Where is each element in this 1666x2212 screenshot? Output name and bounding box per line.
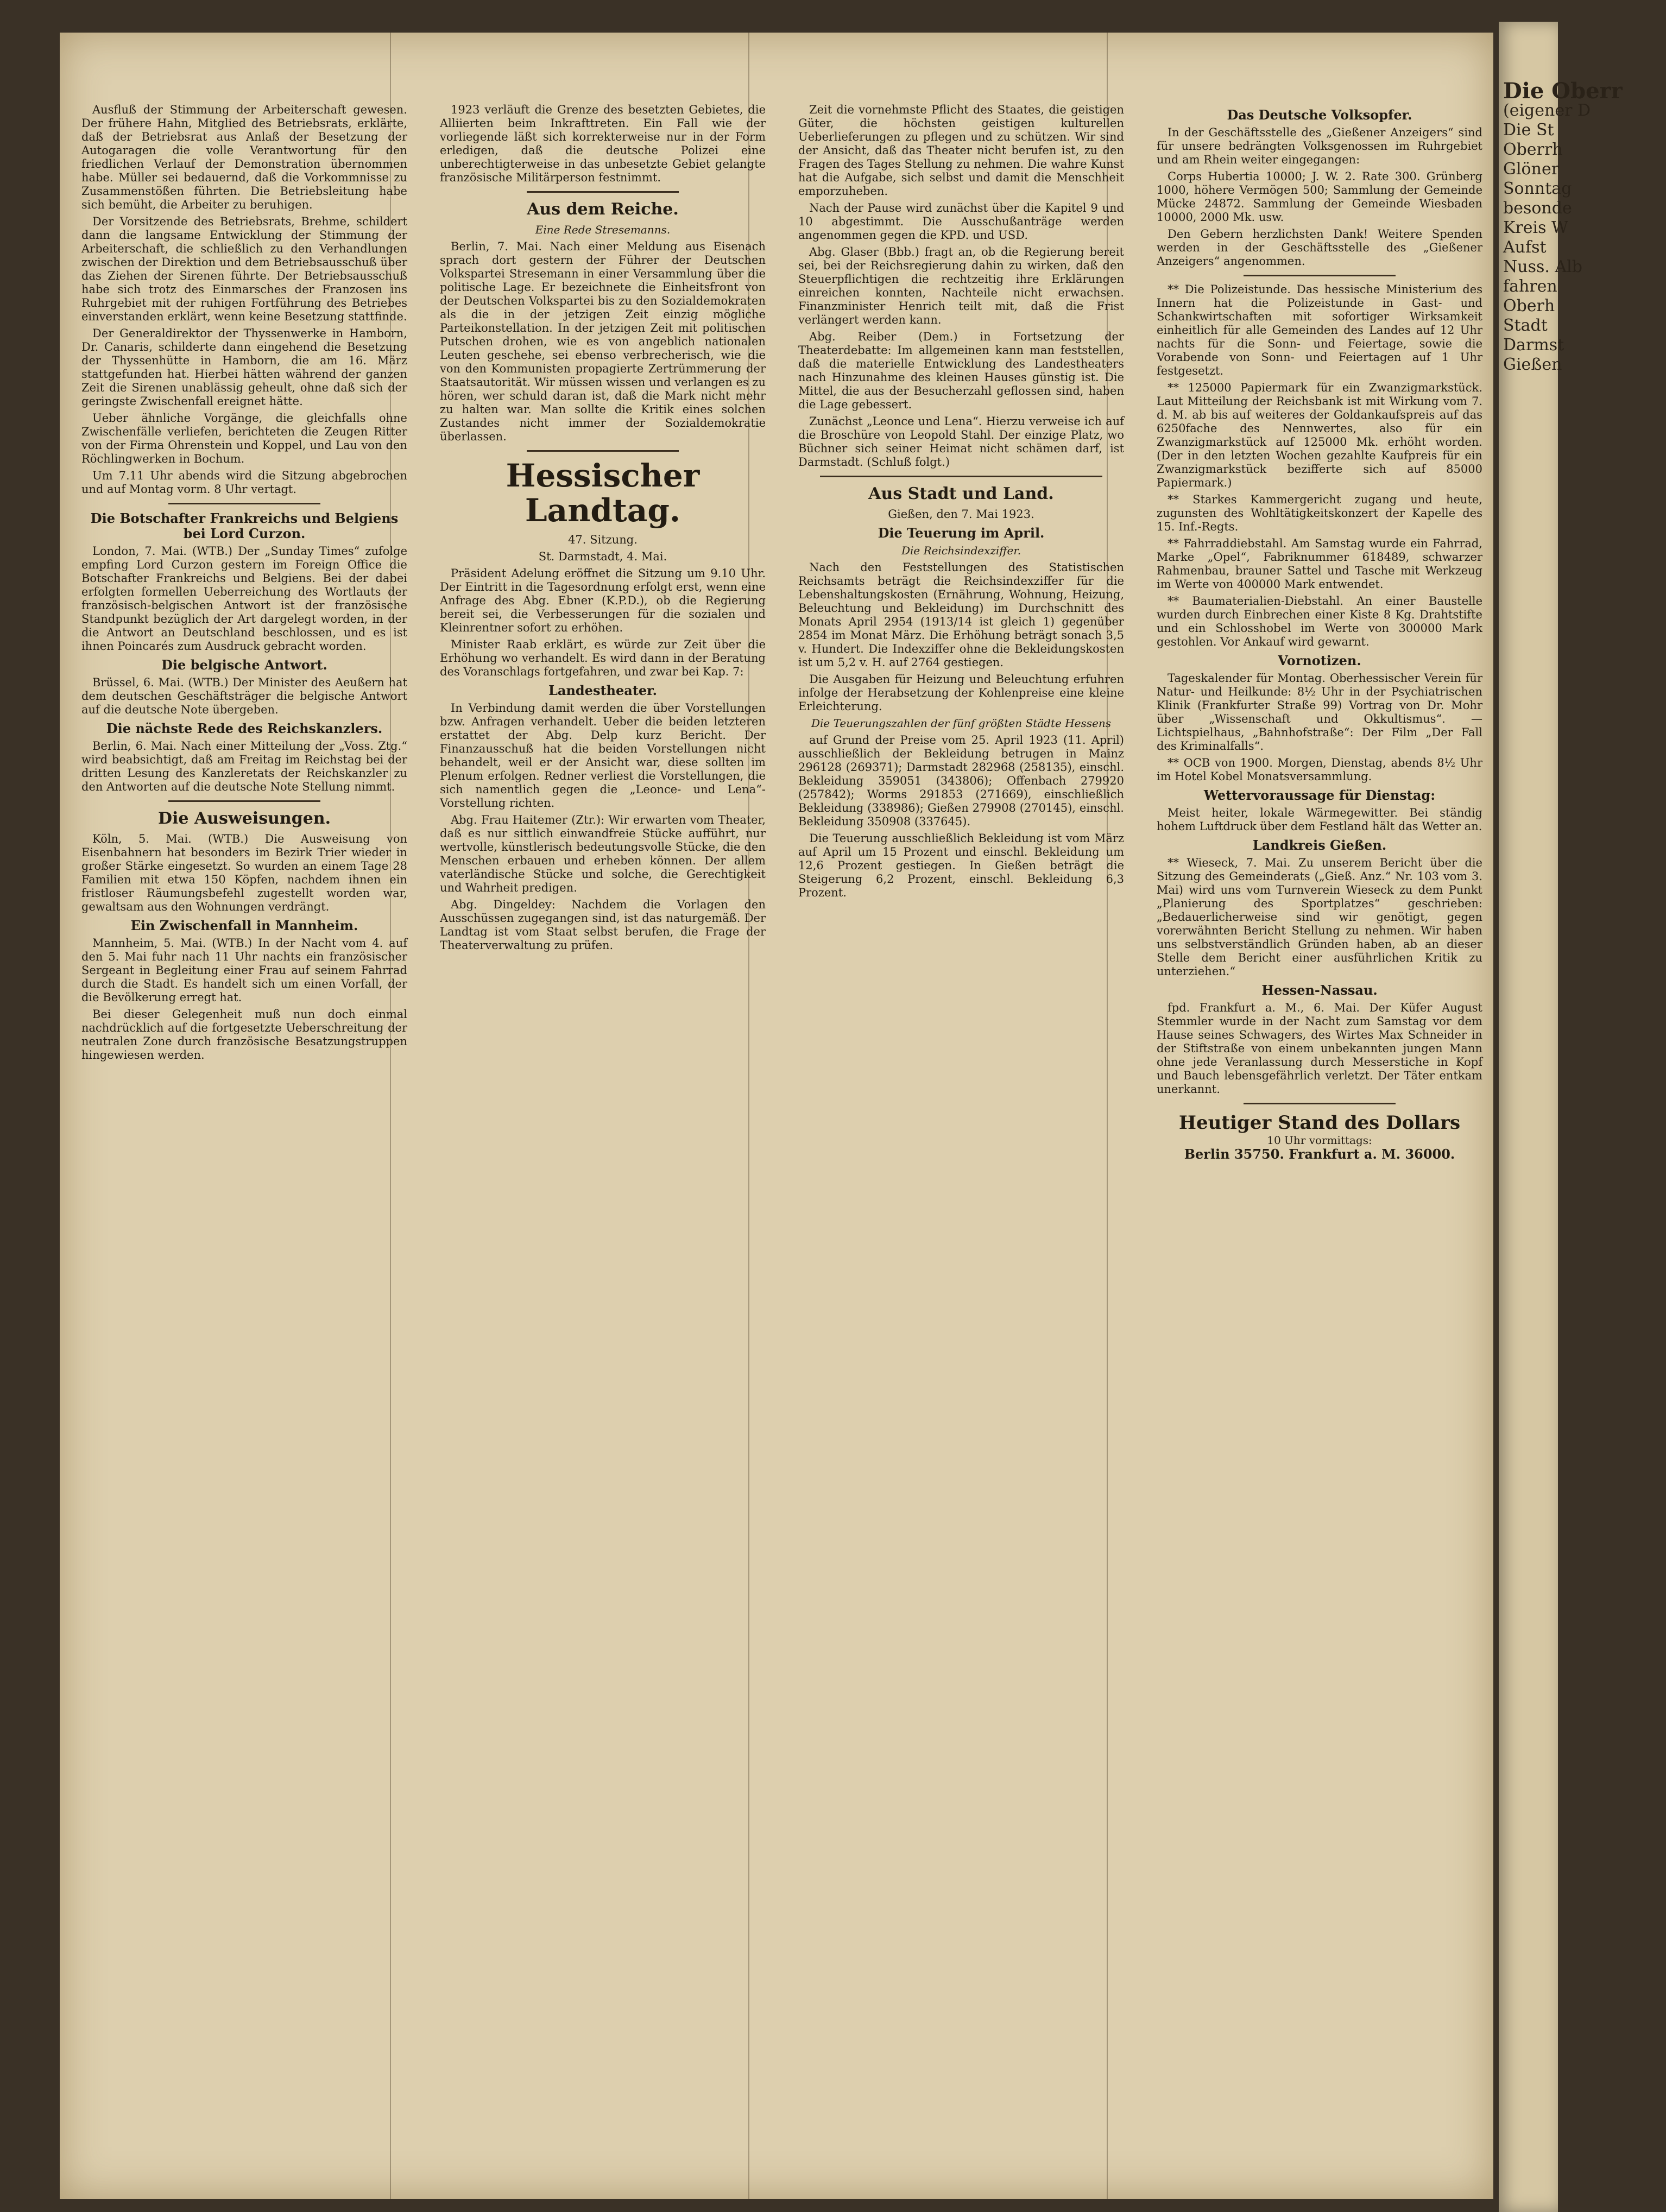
paragraph: Zeit die vornehmste Pflicht des Staates, die geistigen Güter, die höchsten geistigen kulturellen Ueberlieferungen zu pflegen und zu schützen. Wir sind der Ansicht, daß das Theater nicht berufen ist, zu den Fragen des Tages Stellung zu nehmen. Die wahre Kunst hat die Aufgabe, sich selbst und damit die Menschheit emporzuheben. [798,103,1124,198]
adjacent-page-title: Die Oberr [1503,78,1623,104]
paragraph: Mannheim, 5. Mai. (WTB.) In der Nacht vom 4. auf den 5. Mai fuhr nach 11 Uhr nachts ein französischer Sergeant in Begleitung einer Frau auf seinem Fahrrad durch die Stadt. Es handelt sich um einen Vorfall, der die Bevölkerung erregt hat. [81,937,407,1004]
paragraph: ** Baumaterialien-Diebstahl. An einer Baustelle wurden durch Einbrechen einer Kiste 8 Kg. Drahtstifte und ein Schlosshobel im Werte von 300000 Mark gestohlen. Vor Ankauf wird gewarnt. [1157,595,1482,648]
divider [1244,1103,1396,1104]
divider [168,800,320,802]
paragraph: Ausfluß der Stimmung der Arbeiterschaft gewesen. Der frühere Hahn, Mitglied des Betriebsrats, erklärte, daß der Betriebsrat aus Anlaß der Besetzung der Autogaragen die volle Verantwortung für den friedlichen Verlauf der Demonstration übernommen habe. Müller sei bedauernd, daß die Vorkommnisse zu Zusammenstößen führten. Die Betriebsleitung habe sich bemüht, die Arbeiter zu beruhigen. [81,103,407,211]
paragraph: Tageskalender für Montag. Oberhessischer Verein für Natur- und Heilkunde: 8½ Uhr in der Psychiatrischen Klinik (Frankfurter Straße 99) Vortrag von Dr. Mohr über „Wissenschaft und Okkultismus“. — Lichtspielhaus, „Bahnhofstraße“: Der Film „Der Fall des Kriminalfalls“. [1157,672,1482,753]
paragraph: Corps Hubertia 10000; J. W. 2. Rate 300. Grünberg 1000, höhere Vermögen 500; Sammlung der Gemeinde Mücke 24872. Sammlung der Gemeinde Wiesbaden 10000, 2000 Mk. usw. [1157,170,1482,224]
paragraph: Der Generaldirektor der Thyssenwerke in Hamborn, Dr. Canaris, schilderte dann eingehend die Besetzung der Thyssenhütte in Hamborn, die am 16. März stattgefunden hat. Hierbei hätten während der ganzen Zeit die Sirenen unablässig geheult, ohne daß sich der geringste Zwischenfall ereignet hätte. [81,327,407,408]
strip-line: Gießen [1503,355,1562,374]
article-subheading: Eine Rede Stresemanns. [535,223,671,236]
adjacent-page-text [1503,78,1666,375]
column-4 [1157,103,1482,1161]
section-heading: Hessischer Landtag. [506,457,700,529]
paragraph: Berlin, 7. Mai. Nach einer Meldung aus Eisenach sprach dort gestern der Führer der Deutschen Volkspartei Stresemann in einer Versammlung über die politische Lage. Er bezeichnete die Einheitsfront von der Deutschen Volkspartei bis zu den Sozialdemokraten als die in der jetzigen Zeit einzig mögliche Parteikonstellation. In der jetzigen Zeit mit politischen Putschen drohen, wie es von angeblich nationalen Leuten geschehe, sei ebenso verbrecherisch, wie die von den Kommunisten propagierte Zertrümmerung der Staatsautorität. Wir müssen wissen und verlangen es zu hören, wer schuld daran ist, daß die Mark nicht mehr zu halten war. Man sollte die Kritik eines solchen Zustandes nicht immer der Sozialdemokratie überlassen. [440,240,766,443]
dollar-rates: Berlin 35750. Frankfurt a. M. 36000. [1184,1146,1455,1162]
paragraph: Nach der Pause wird zunächst über die Kapitel 9 und 10 abgestimmt. Die Ausschußanträge werden angenommen gegen die KPD. und USD. [798,201,1124,242]
paragraph: ** OCB von 1900. Morgen, Dienstag, abends 8½ Uhr im Hotel Kobel Monatsversammlung. [1157,756,1482,783]
paragraph: auf Grund der Preise vom 25. April 1923 (11. April) ausschließlich der Bekleidung betrugen in Mainz 296128 (269371); Darmstadt 282968 (258135), einschl. Bekleidung 359051 (343806); Offenbach 279920 (257842); Worms 291853 (271669), einschließlich Bekleidung (338986); Gießen 279908 (270145), einschl. Bekleidung 350908 (337645). [798,734,1124,828]
article-heading: Die Ausweisungen. [157,809,331,828]
article-heading: Landkreis Gießen. [1252,837,1387,853]
paragraph: Die Teuerung ausschließlich Bekleidung ist vom März auf April um 15 Prozent und einschl. Bekleidung um 12,6 Prozent gestiegen. In Gießen beträgt die Steigerung 6,2 Prozent, einschl. Bekleidung 6,3 Prozent. [798,832,1124,899]
paragraph: Um 7.11 Uhr abends wird die Sitzung abgebrochen und auf Montag vorm. 8 Uhr vertagt. [81,469,407,496]
strip-line: Nuss. Alb [1503,257,1582,276]
divider [820,476,1102,477]
paragraph: ** Fahrraddiebstahl. Am Samstag wurde ein Fahrrad, Marke „Opel“, Fabriknummer 618489, schwarzer Rahmenbau, brauner Sattel und Tasche mit Werkzeug im Werte von 400000 Mark entwendet. [1157,537,1482,591]
article-heading: Die Botschafter Frankreichs und Belgiens bei Lord Curzon. [90,510,399,541]
article-heading: Landestheater. [548,682,657,698]
paragraph: Abg. Reiber (Dem.) in Fortsetzung der Theaterdebatte: Im allgemeinen kann man feststellen, daß die materielle Entwicklung des Landestheaters nach Hinzunahme des kleinen Hauses günstig ist. Die Mittel, die aus der Besucherzahl geflossen sind, haben die Lage gebessert. [798,330,1124,411]
paragraph: Bei dieser Gelegenheit muß nun doch einmal nachdrücklich auf die fortgesetzte Ueberschreitung der neutralen Zone durch französische Besatzungstruppen hingewiesen werden. [81,1008,407,1061]
paragraph: ** 125000 Papiermark für ein Zwanzigmarkstück. Laut Mitteilung der Reichsbank ist mit Wirkung vom 7. d. M. ab bis auf weiteres der Goldankaufspreis auf das 6250fache des Nennwertes, also für ein Zwanzigmarkstück auf 125000 Mk. erhöht worden. (Der in den letzten Wochen gezahlte Kaufpreis für ein Zwanzigmarkstück bezifferte sich auf 85000 Papiermark.) [1157,381,1482,489]
paragraph: Zunächst „Leonce und Lena“. Hierzu verweise ich auf die Broschüre von Leopold Stahl. Der einzige Platz, wo Büchner sich seiner Heimat nicht schämen darf, ist Darmstadt. (Schluß folgt.) [798,415,1124,469]
divider [527,450,679,452]
paragraph: Die Ausgaben für Heizung und Beleuchtung erfuhren infolge der Herabsetzung der Kohlenpreise eine kleine Erleichterung. [798,673,1124,713]
article-heading: Ein Zwischenfall in Mannheim. [130,918,358,933]
divider [1244,275,1396,276]
paragraph: ** Die Polizeistunde. Das hessische Ministerium des Innern hat die Polizeistunde in Gast- und Schankwirtschaften mit sofortiger Wirksamkeit einheitlich für alle Gemeinden des Landes auf 12 Uhr nachts für die Sonn- und Feiertage, sowie die Vorabende von Sonn- und Feiertagen auf 1 Uhr festgesetzt. [1157,283,1482,377]
paragraph: In der Geschäftsstelle des „Gießener Anzeigers“ sind für unsere bedrängten Volksgenossen im Ruhrgebiet und am Rhein weiter eingegangen: [1157,126,1482,166]
paragraph: Minister Raab erklärt, es würde zur Zeit über die Erhöhung wo verhandelt. Es wird dann in der Beratung des Voranschlags fortgefahren, und zwar bei Kap. 7: [440,638,766,678]
paragraph: Präsident Adelung eröffnet die Sitzung um 9.10 Uhr. Der Eintritt in die Tagesordnung erfolgt erst, wenn eine Anfrage des Abg. Ebner (K.P.D.), ob die Regierung bereit sei, die Verbesserungen für die sozialen und Kleinrentner sofort zu erhöhen. [440,567,766,634]
paragraph: Den Gebern herzlichsten Dank! Weitere Spenden werden in der Geschäftsstelle des „Gießener Anzeigers“ angenommen. [1157,227,1482,268]
strip-line: Aufst [1503,238,1547,257]
paragraph: Berlin, 6. Mai. Nach einer Mitteilung der „Voss. Ztg.“ wird beabsichtigt, daß am Freitag im Reichstag bei der dritten Lesung des Kanzleretats der Reichskanzler zu den Antworten auf die deutsche Note Stellung nimmt. [81,740,407,793]
newspaper-page [60,33,1493,2199]
article-heading: Die belgische Antwort. [161,657,327,673]
article-heading: Wettervoraussage für Dienstag: [1203,787,1436,803]
paragraph: In Verbindung damit werden die über Vorstellungen bzw. Anfragen verhandelt. Ueber die beiden letzteren erstattet der Abg. Delp kurz Bericht. Der Finanzausschuß hat die beiden Vorstellungen nicht behandelt, weil er der Ansicht war, diese sollten im Plenum erfolgen. Redner verliest die Vorstellungen, die sich namentlich gegen die „Leonce- und Lena“-Vorstellung richten. [440,701,766,810]
strip-line: Darmst [1503,336,1564,355]
column-2 [440,103,766,956]
article-heading: Das Deutsche Volksopfer. [1227,107,1412,123]
strip-line: Die St [1503,121,1554,140]
article-heading: Die nächste Rede des Reichskanzlers. [106,721,383,736]
column-1 [81,103,407,1065]
paragraph: ** Wieseck, 7. Mai. Zu unserem Bericht über die Sitzung des Gemeinderats („Gieß. Anz.“ Nr. 103 vom 3. Mai) wird uns vom Turnverein Wieseck zu dem Punkt „Planierung des Sportplatzes“ geschrieben: „Bedauerlicherweise sind wir genötigt, gegen vorerwähnten Bericht Stellung zu nehmen. Wir haben uns selbstverständlich Gründen haben, ab an dieser Stelle dem Bericht einer ausführlichen Kritik zu unterziehen.“ [1157,856,1482,978]
strip-line: besonde [1503,199,1572,218]
strip-line: Stadt [1503,316,1548,335]
divider [168,503,320,504]
paragraph: Abg. Glaser (Bbb.) fragt an, ob die Regierung bereit sei, bei der Reichsregierung dahin zu wirken, daß den Steuerpflichtigen die rechtzeitig ihre Erklärungen einreichen konnten, Nachteile nicht erwachsen. Finanzminister Henrich teilt mit, daß die Frist verlängert werden kann. [798,245,1124,326]
strip-line: Oberh [1503,296,1555,315]
paragraph: Abg. Dingeldey: Nachdem die Vorlagen den Ausschüssen zugegangen sind, ist das naturgemäß. Der Landtag ist vom Staat selbst berufen, die Frage der Theaterverwaltung zu prüfen. [440,898,766,952]
paragraph: Nach den Feststellungen des Statistischen Reichsamts beträgt die Reichsindexziffer für die Lebenshaltungskosten (Ernährung, Wohnung, Heizung, Beleuchtung und Bekleidung) im Durchschnitt des Monats April 2954 (1913/14 ist gleich 1) gegenüber 2854 im Monat März. Die Erhöhung beträgt sonach 3,5 v. Hundert. Die Indexziffer ohne die Bekleidungskosten ist um 5,2 v. H. auf 2764 gestiegen. [798,561,1124,669]
column-3 [798,103,1124,903]
strip-line: (eigener D [1503,101,1591,120]
section-heading: Aus dem Reiche. [527,200,679,219]
paragraph: Brüssel, 6. Mai. (WTB.) Der Minister des Aeußern hat dem deutschen Geschäftsträger die belgische Antwort auf die deutsche Note übergeben. [81,676,407,716]
adjacent-page-strip [1499,22,1623,2212]
paragraph: 1923 verläuft die Grenze des besetzten Gebietes, die Alliierten beim Inkrafttreten. Ein Fall wie der vorliegende läßt sich korrekterweise nur in der Form erledigen, daß die deutsche Polizei eine unberechtigterweise in das unbesetzte Gebiet gelangte französische Militärperson festnimmt. [440,103,766,184]
paragraph: London, 7. Mai. (WTB.) Der „Sunday Times“ zufolge empfing Lord Curzon gestern im Foreign Office die Botschafter Frankreichs und Belgiens. Bei der dabei erfolgten formellen Ueberreichung des Wortlauts der französisch-belgischen Antwort ist der französische Standpunkt bezüglich der Art dargelegt worden, in der die Antwort an Deutschland beschlossen, und es ist ihnen Poincarés zum Ausdruck gebracht worden. [81,545,407,653]
strip-line: Glöner [1503,160,1560,179]
dollar-time: 10 Uhr vormittags: [1267,1134,1372,1147]
paragraph: Abg. Frau Haitemer (Ztr.): Wir erwarten vom Theater, daß es nur sittlich einwandfreie Stücke aufführt, nur wertvolle, künstlerisch bedeutungsvolle Stücke, die den Menschen erbauen und erheben können. Der allem vaterländische Stücke und solche, die Gerechtigkeit und Wahrheit predigen. [440,813,766,894]
strip-line: Sonntag [1503,179,1572,198]
article-heading: Hessen-Nassau. [1261,982,1378,998]
section-heading: Aus Stadt und Land. [868,484,1054,503]
strip-line: Kreis W [1503,218,1568,237]
strip-line: Oberrh [1503,140,1563,159]
dollar-heading: Heutiger Stand des Dollars [1178,1112,1461,1134]
dateline: Gießen, den 7. Mai 1923. [888,508,1034,521]
paragraph: Ueber ähnliche Vorgänge, die gleichfalls ohne Zwischenfälle verliefen, berichteten die Zeugen Ritter von der Firma Ohrenstein und Koppel, und Lau von den Röchlingwerken in Bochum. [81,412,407,465]
article-heading: Die Teuerung im April. [878,525,1045,541]
paragraph: ** Starkes Kammergericht zugang und heute, zugunsten des Wohltätigkeitskonzert der Kapelle des 15. Inf.-Regts. [1157,493,1482,533]
paragraph: Der Vorsitzende des Betriebsrats, Brehme, schildert dann die langsame Entwicklung der Stimmung der Arbeiterschaft, die schließlich zu den Verhandlungen zwischen der Direktion und dem Betriebsausschuß über das Ziehen der Sirenen führte. Der Betriebsausschuß habe sich trotz des Einmarsches der Franzosen ins Ruhrgebiet mit der ruhigen Fortführung des Betriebes einverstanden erklärt, wenn keine Besetzung stattfinde. [81,215,407,323]
paragraph: Köln, 5. Mai. (WTB.) Die Ausweisung von Eisenbahnern hat besonders im Bezirk Trier wieder in großer Stärke eingesetzt. So wurden an einem Tage 28 Familien mit etwa 150 Köpfen, nachdem ihnen ein fristloser Räumungsbefehl zugestellt worden war, gewaltsam aus den Wohnungen verdrängt. [81,832,407,913]
paragraph: fpd. Frankfurt a. M., 6. Mai. Der Küfer August Stemmler wurde in der Nacht zum Samstag vor dem Hause seines Schwagers, des Wirtes Max Schneider in der Stiftstraße von einem unbekannten jungen Mann ohne jede Veranlassung durch Messerstiche in Kopf und Bauch lebensgefährlich verletzt. Der Täter entkam unerkannt. [1157,1001,1482,1096]
article-heading: Vornotizen. [1278,653,1361,668]
session-number: 47. Sitzung. [568,533,638,546]
article-subheading: Die Teuerungszahlen der fünf größten Städte Hessens [811,717,1111,730]
paragraph: Meist heiter, lokale Wärmegewitter. Bei ständig hohem Luftdruck über dem Festland hält das Wetter an. [1157,806,1482,833]
article-subheading: Die Reichsindexziffer. [901,544,1021,557]
strip-line: fahren [1503,277,1557,296]
dateline: St. Darmstadt, 4. Mai. [538,550,667,563]
divider [527,191,679,193]
